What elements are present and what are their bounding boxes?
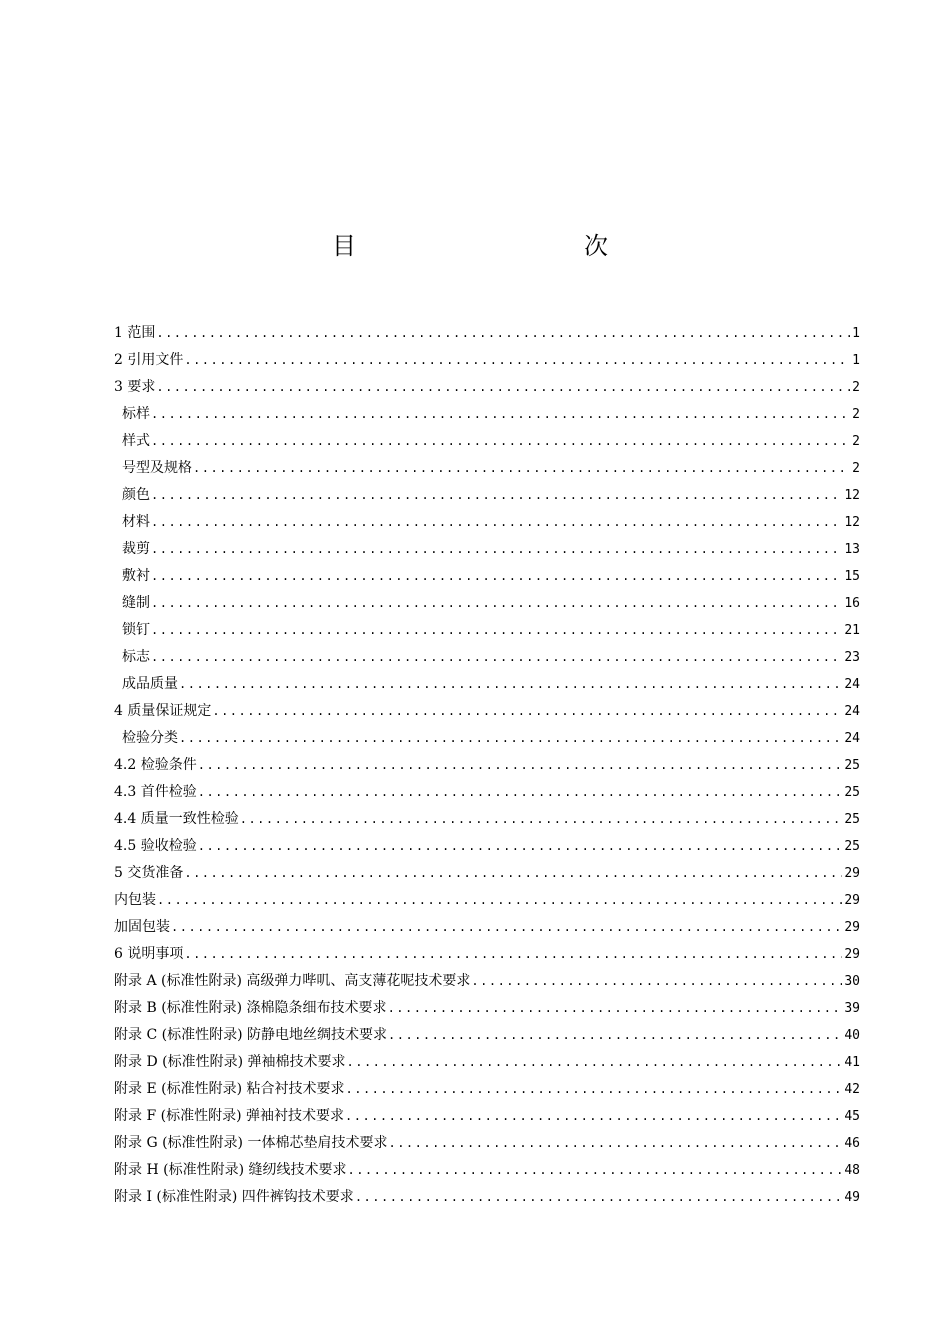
toc-entry-page-number: 1 <box>852 326 860 341</box>
toc-leader-dots <box>156 320 850 347</box>
toc-entry-label: 附录 E (标准性附录) 粘合衬技术要求 <box>114 1081 345 1097</box>
toc-entry-label: 缝制 <box>122 595 150 611</box>
toc-entry-page-number: 15 <box>844 569 860 584</box>
toc-entry-page-number: 12 <box>844 488 860 503</box>
toc-entry[interactable] <box>114 563 860 590</box>
toc-leader-dots <box>346 1076 843 1103</box>
toc-entry-label: 附录 C (标准性附录) 防静电地丝绸技术要求 <box>114 1027 387 1043</box>
toc-leader-dots <box>151 563 842 590</box>
toc-leader-dots <box>388 1130 842 1157</box>
toc-entry[interactable] <box>114 671 860 698</box>
toc-leader-dots <box>471 968 842 995</box>
toc-entry-label: 检验分类 <box>122 730 178 746</box>
toc-entry[interactable] <box>114 1157 860 1184</box>
toc-entry-page-number: 2 <box>852 407 860 422</box>
toc-leader-dots <box>184 941 842 968</box>
toc-entry-page-number: 41 <box>844 1055 860 1070</box>
toc-leader-dots <box>240 806 843 833</box>
toc-entry-page-number: 49 <box>844 1190 860 1205</box>
toc-entry[interactable] <box>114 806 860 833</box>
toc-entry-page-number: 16 <box>844 596 860 611</box>
toc-entry-page-number: 48 <box>844 1163 860 1178</box>
toc-entry-page-number: 40 <box>844 1028 860 1043</box>
toc-entry-page-number: 25 <box>844 758 860 773</box>
toc-entry-label: 附录 I (标准性附录) 四件裤钩技术要求 <box>114 1189 354 1205</box>
toc-entry-label: 锁钉 <box>122 622 150 638</box>
toc-entry[interactable] <box>114 914 860 941</box>
toc-entry-page-number: 1 <box>852 353 860 368</box>
toc-entry-page-number: 25 <box>844 812 860 827</box>
toc-leader-dots <box>151 590 842 617</box>
toc-entry-label: 4.2 检验条件 <box>114 757 197 773</box>
toc-leader-dots <box>179 671 842 698</box>
toc-entry[interactable] <box>114 536 860 563</box>
toc-leader-dots <box>193 455 850 482</box>
toc-entry[interactable] <box>114 401 860 428</box>
toc-entry-page-number: 24 <box>844 704 860 719</box>
toc-entry-label: 敷衬 <box>122 568 150 584</box>
toc-entry-page-number: 30 <box>844 974 860 989</box>
table-of-contents <box>114 320 860 1211</box>
toc-leader-dots <box>388 995 843 1022</box>
toc-entry-label: 4 质量保证规定 <box>114 703 212 719</box>
toc-leader-dots <box>171 914 842 941</box>
toc-entry[interactable] <box>114 752 860 779</box>
toc-entry[interactable] <box>114 590 860 617</box>
toc-entry[interactable] <box>114 347 860 374</box>
toc-leader-dots <box>355 1184 843 1211</box>
toc-entry-label: 6 说明事项 <box>114 946 184 962</box>
toc-entry-label: 加固包装 <box>114 919 170 935</box>
toc-entry-page-number: 45 <box>844 1109 860 1124</box>
toc-leader-dots <box>345 1103 842 1130</box>
toc-leader-dots <box>151 536 842 563</box>
toc-entry-page-number: 21 <box>844 623 860 638</box>
toc-leader-dots <box>388 1022 842 1049</box>
toc-entry-label: 内包装 <box>114 892 156 908</box>
toc-leader-dots <box>184 347 850 374</box>
toc-entry-page-number: 29 <box>844 866 860 881</box>
toc-entry[interactable] <box>114 428 860 455</box>
toc-leader-dots <box>179 725 842 752</box>
toc-entry-label: 样式 <box>122 433 150 449</box>
toc-entry[interactable] <box>114 644 860 671</box>
toc-entry-label: 附录 G (标准性附录) 一体棉芯垫肩技术要求 <box>114 1135 388 1151</box>
toc-leader-dots <box>151 509 842 536</box>
page-title: 目 次 <box>332 232 668 260</box>
toc-entry-label: 附录 D (标准性附录) 弹袖棉技术要求 <box>114 1054 346 1070</box>
toc-entry-label: 裁剪 <box>122 541 150 557</box>
toc-leader-dots <box>151 401 850 428</box>
toc-entry[interactable] <box>114 1130 860 1157</box>
toc-entry-page-number: 25 <box>844 785 860 800</box>
toc-entry-label: 附录 B (标准性附录) 涤棉隐条细布技术要求 <box>114 1000 387 1016</box>
toc-entry[interactable] <box>114 941 860 968</box>
toc-leader-dots <box>198 752 843 779</box>
toc-leader-dots <box>156 374 850 401</box>
toc-entry[interactable] <box>114 968 860 995</box>
toc-leader-dots <box>157 887 842 914</box>
toc-entry-page-number: 29 <box>844 920 860 935</box>
toc-entry[interactable] <box>114 1049 860 1076</box>
toc-entry-label: 4.5 验收检验 <box>114 838 197 854</box>
toc-entry[interactable] <box>114 482 860 509</box>
toc-entry[interactable] <box>114 455 860 482</box>
toc-entry-page-number: 12 <box>844 515 860 530</box>
toc-entry-label: 附录 F (标准性附录) 弹袖衬技术要求 <box>114 1108 344 1124</box>
toc-entry-page-number: 23 <box>844 650 860 665</box>
toc-entry-page-number: 29 <box>844 947 860 962</box>
toc-entry[interactable] <box>114 779 860 806</box>
toc-entry-label: 3 要求 <box>114 379 156 395</box>
toc-entry-page-number: 39 <box>844 1001 860 1016</box>
toc-entry-label: 5 交货准备 <box>114 865 184 881</box>
toc-entry-page-number: 29 <box>844 893 860 908</box>
toc-entry-page-number: 25 <box>844 839 860 854</box>
toc-entry-page-number: 24 <box>844 677 860 692</box>
toc-leader-dots <box>151 482 842 509</box>
toc-entry[interactable] <box>114 320 860 347</box>
toc-entry[interactable] <box>114 833 860 860</box>
toc-entry-label: 4.3 首件检验 <box>114 784 197 800</box>
toc-leader-dots <box>198 779 843 806</box>
toc-entry[interactable] <box>114 887 860 914</box>
toc-entry-label: 号型及规格 <box>122 460 192 476</box>
toc-entry-label: 标样 <box>122 406 150 422</box>
toc-leader-dots <box>151 428 850 455</box>
toc-entry-label: 2 引用文件 <box>114 352 184 368</box>
toc-entry-page-number: 2 <box>852 380 860 395</box>
toc-leader-dots <box>184 860 842 887</box>
toc-entry-page-number: 46 <box>844 1136 860 1151</box>
toc-entry[interactable] <box>114 1076 860 1103</box>
toc-entry-label: 颜色 <box>122 487 150 503</box>
toc-entry-label: 标志 <box>122 649 150 665</box>
toc-entry[interactable] <box>114 617 860 644</box>
toc-entry[interactable] <box>114 1103 860 1130</box>
toc-leader-dots <box>347 1157 842 1184</box>
toc-entry[interactable] <box>114 860 860 887</box>
toc-entry-page-number: 13 <box>844 542 860 557</box>
toc-leader-dots <box>151 617 842 644</box>
toc-entry[interactable] <box>114 725 860 752</box>
toc-entry[interactable] <box>114 509 860 536</box>
toc-entry-label: 成品质量 <box>122 676 178 692</box>
toc-entry[interactable] <box>114 1022 860 1049</box>
toc-entry-page-number: 2 <box>852 434 860 449</box>
toc-entry[interactable] <box>114 698 860 725</box>
toc-entry[interactable] <box>114 374 860 401</box>
toc-entry-label: 附录 H (标准性附录) 缝纫线技术要求 <box>114 1162 347 1178</box>
toc-leader-dots <box>151 644 842 671</box>
toc-entry-label: 附录 A (标准性附录) 高级弹力哔叽、高支薄花呢技术要求 <box>114 973 471 989</box>
toc-leader-dots <box>347 1049 843 1076</box>
toc-entry-label: 材料 <box>122 514 150 530</box>
toc-entry-label: 4.4 质量一致性检验 <box>114 811 239 827</box>
toc-entry-page-number: 2 <box>852 461 860 476</box>
toc-leader-dots <box>212 698 842 725</box>
toc-entry-label: 1 范围 <box>114 325 156 341</box>
toc-entry[interactable] <box>114 1184 860 1211</box>
toc-entry-page-number: 24 <box>844 731 860 746</box>
toc-entry[interactable] <box>114 995 860 1022</box>
toc-entry-page-number: 42 <box>844 1082 860 1097</box>
toc-leader-dots <box>198 833 843 860</box>
